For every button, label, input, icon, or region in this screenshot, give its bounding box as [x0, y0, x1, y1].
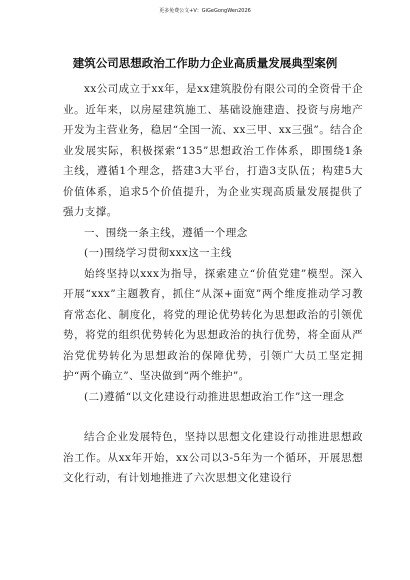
body-paragraph-2: 结合企业发展特色，坚持以思想文化建设行动推进思想政治工作。从xx年开始，xx公司以3-5年为一个循环，开展思想文化行动，有计划地推进了六次思想文化建设行 — [63, 431, 363, 484]
subsection-heading-2: (二)遵循“以文化建设行动推进思想政治工作”这一理念 — [84, 390, 345, 403]
document-body — [63, 79, 363, 489]
header-note: 更多免费公文+V：GiGeGongWen2026 — [159, 8, 251, 14]
body-paragraph-1: 始终坚持以xxx为指导，探索建立“价值党建”模型。深入开展“xxx”主题教育，抓住“从深+面宽”两个维度推动学习教育常态化、制度化，将党的理论优势转化为思想政治的引领优势，将党的组织优势转化为思想政治的执行优势，将全面从严治党优势转化为思想政治的保障优势，引领广大员工坚定拥护“两个确立”、坚决做到“两个维护”。 — [63, 267, 363, 382]
paragraph-gap — [63, 407, 363, 427]
document-title: 建筑公司思想政治工作助力企业高质量发展典型案例 — [72, 56, 338, 70]
subsection-heading-1: (一)围绕学习贯彻xxx这一主线 — [84, 247, 232, 259]
intro-paragraph: xx公司成立于xx年，是xx建筑股份有限公司的全资骨干企业。近年来，以房屋建筑施工、基础设施建造、投资与房地产开发为主营业务，稳居“全国一流、xx三甲、xx三强”。结合企业发展实际，积极探索“135”思想政治工作体系，即围绕1条主线，遵循1个理念，搭建3大平台，打造3支队伍；构建5大价值体系，追求5个价值提升，为企业实现高质量发展提供了强力支撑。 — [63, 83, 363, 218]
section-heading-1: 一、围绕一条主线，遵循一个理念 — [84, 226, 248, 239]
